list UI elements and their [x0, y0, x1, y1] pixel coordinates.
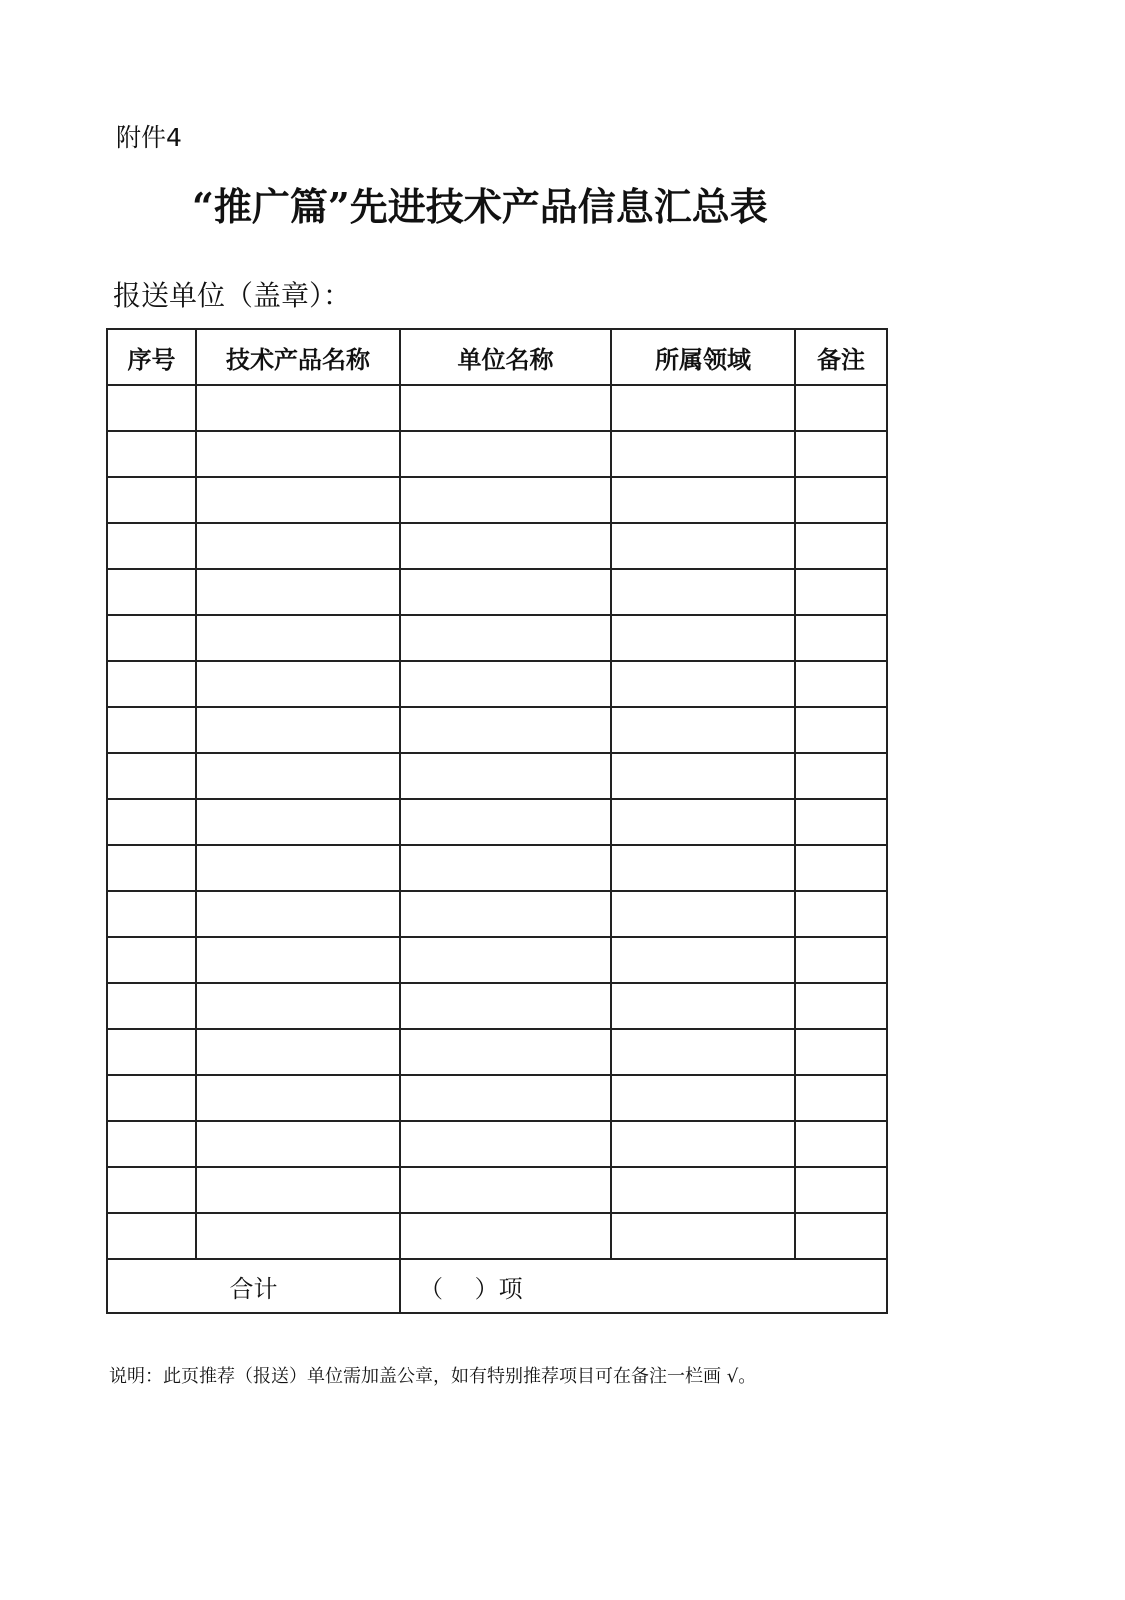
cell-field [611, 1029, 795, 1075]
table-row [107, 937, 887, 983]
table-row [107, 1121, 887, 1167]
cell-product-name [196, 799, 400, 845]
cell-unit-name [400, 523, 611, 569]
table-row [107, 753, 887, 799]
cell-remarks [795, 1029, 887, 1075]
cell-remarks [795, 523, 887, 569]
cell-unit-name [400, 1121, 611, 1167]
table-row [107, 891, 887, 937]
cell-field [611, 1075, 795, 1121]
cell-unit-name [400, 707, 611, 753]
cell-field [611, 661, 795, 707]
cell-product-name [196, 431, 400, 477]
cell-product-name [196, 615, 400, 661]
total-count: （ ）项 [400, 1259, 887, 1313]
cell-serial [107, 1167, 196, 1213]
cell-unit-name [400, 385, 611, 431]
cell-unit-name [400, 1213, 611, 1259]
table-row [107, 1167, 887, 1213]
cell-unit-name [400, 1075, 611, 1121]
cell-product-name [196, 1029, 400, 1075]
total-label: 合计 [107, 1259, 400, 1313]
cell-serial [107, 477, 196, 523]
cell-field [611, 1213, 795, 1259]
attachment-label: 附件4 [116, 123, 182, 152]
cell-unit-name [400, 1167, 611, 1213]
column-header-serial: 序号 [107, 329, 196, 385]
cell-remarks [795, 799, 887, 845]
cell-remarks [795, 1167, 887, 1213]
cell-unit-name [400, 891, 611, 937]
table-body [107, 385, 887, 1313]
cell-product-name [196, 385, 400, 431]
cell-field [611, 385, 795, 431]
cell-remarks [795, 707, 887, 753]
cell-remarks [795, 569, 887, 615]
cell-remarks [795, 477, 887, 523]
column-header-unit-name: 单位名称 [400, 329, 611, 385]
cell-unit-name [400, 937, 611, 983]
cell-serial [107, 891, 196, 937]
cell-field [611, 845, 795, 891]
cell-remarks [795, 753, 887, 799]
cell-unit-name [400, 615, 611, 661]
table-row [107, 661, 887, 707]
cell-remarks [795, 845, 887, 891]
cell-unit-name [400, 1029, 611, 1075]
cell-serial [107, 615, 196, 661]
cell-field [611, 615, 795, 661]
cell-serial [107, 753, 196, 799]
table-row [107, 477, 887, 523]
document-title: “推广篇”先进技术产品信息汇总表 [192, 184, 768, 229]
table-row [107, 707, 887, 753]
cell-field [611, 1121, 795, 1167]
cell-remarks [795, 891, 887, 937]
table-row [107, 845, 887, 891]
cell-field [611, 569, 795, 615]
cell-unit-name [400, 845, 611, 891]
table-row [107, 523, 887, 569]
table-row [107, 1075, 887, 1121]
cell-product-name [196, 1167, 400, 1213]
table-header-row [107, 329, 887, 385]
cell-field [611, 477, 795, 523]
cell-field [611, 707, 795, 753]
table-row [107, 1213, 887, 1259]
table-row [107, 983, 887, 1029]
cell-remarks [795, 661, 887, 707]
cell-product-name [196, 477, 400, 523]
table-row [107, 431, 887, 477]
cell-product-name [196, 845, 400, 891]
table-row [107, 799, 887, 845]
cell-serial [107, 983, 196, 1029]
cell-product-name [196, 753, 400, 799]
column-header-product-name: 技术产品名称 [196, 329, 400, 385]
cell-serial [107, 937, 196, 983]
footnote: 说明：此页推荐（报送）单位需加盖公章，如有特别推荐项目可在备注一栏画 √。 [109, 1366, 757, 1387]
cell-remarks [795, 615, 887, 661]
cell-field [611, 891, 795, 937]
submitting-unit-label: 报送单位（盖章）： [113, 279, 352, 312]
cell-remarks [795, 1121, 887, 1167]
cell-unit-name [400, 477, 611, 523]
cell-remarks [795, 431, 887, 477]
cell-product-name [196, 523, 400, 569]
cell-product-name [196, 983, 400, 1029]
cell-field [611, 983, 795, 1029]
cell-remarks [795, 983, 887, 1029]
cell-remarks [795, 1075, 887, 1121]
cell-serial [107, 569, 196, 615]
cell-product-name [196, 1075, 400, 1121]
cell-product-name [196, 661, 400, 707]
cell-remarks [795, 385, 887, 431]
table-row [107, 615, 887, 661]
cell-product-name [196, 1213, 400, 1259]
summary-table [106, 328, 888, 1314]
cell-remarks [795, 1213, 887, 1259]
cell-serial [107, 431, 196, 477]
cell-serial [107, 799, 196, 845]
cell-serial [107, 1121, 196, 1167]
cell-unit-name [400, 983, 611, 1029]
table-row [107, 385, 887, 431]
table-row [107, 569, 887, 615]
cell-serial [107, 523, 196, 569]
cell-product-name [196, 891, 400, 937]
cell-serial [107, 385, 196, 431]
cell-field [611, 523, 795, 569]
cell-product-name [196, 937, 400, 983]
cell-unit-name [400, 753, 611, 799]
cell-serial [107, 707, 196, 753]
cell-unit-name [400, 569, 611, 615]
column-header-remarks: 备注 [795, 329, 887, 385]
cell-field [611, 431, 795, 477]
cell-serial [107, 661, 196, 707]
cell-serial [107, 1029, 196, 1075]
cell-product-name [196, 569, 400, 615]
cell-field [611, 799, 795, 845]
total-row [107, 1259, 887, 1313]
cell-unit-name [400, 799, 611, 845]
cell-serial [107, 845, 196, 891]
column-header-field: 所属领域 [611, 329, 795, 385]
cell-serial [107, 1075, 196, 1121]
cell-field [611, 1167, 795, 1213]
cell-product-name [196, 1121, 400, 1167]
cell-remarks [795, 937, 887, 983]
cell-field [611, 753, 795, 799]
cell-serial [107, 1213, 196, 1259]
cell-unit-name [400, 661, 611, 707]
table-row [107, 1029, 887, 1075]
cell-unit-name [400, 431, 611, 477]
cell-field [611, 937, 795, 983]
cell-product-name [196, 707, 400, 753]
